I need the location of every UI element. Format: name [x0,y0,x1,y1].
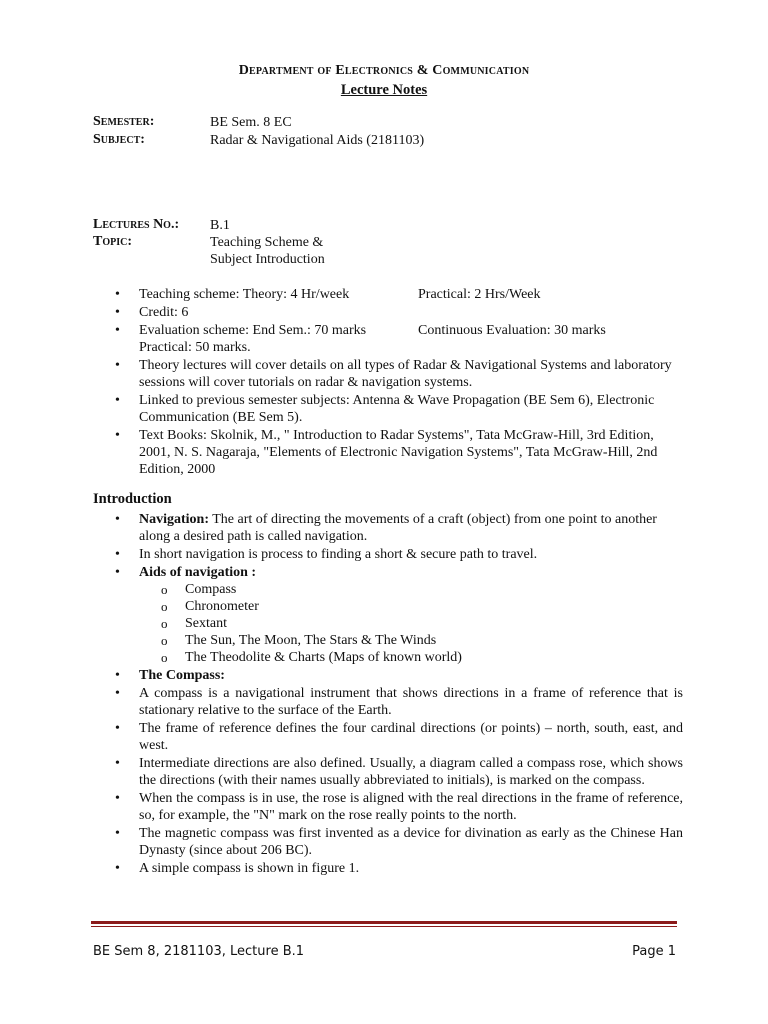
list-item [93,511,683,545]
list-item: • Credit: 6 [93,304,683,321]
subject-value: Radar & Navigational Aids (2181103) [210,133,425,148]
list-item [93,286,683,303]
topic-row [93,234,325,268]
semester-row [93,114,292,131]
list-item: • The frame of reference defines the four cardinal directions (or points) – north, south, east, and west. [93,720,683,754]
page-number: Page 1 [632,944,676,959]
sub-list-item: o The Sun, The Moon, The Stars & The Winds [139,632,683,649]
list-item: • When the compass is in use, the rose is aligned with the real directions in the frame of reference, so, for example, the "N" mark on the rose really points to the north. [93,790,683,824]
navigation-term: Navigation: [139,512,209,527]
sub-list-item: o The Theodolite & Charts (Maps of known world) [139,649,683,666]
list-item: • Linked to previous semester subjects: Antenna & Wave Propagation (BE Sem 6), Electronic Communication (BE Sem 5). [93,392,683,426]
practical-scheme: Practical: 2 Hrs/Week [418,287,541,302]
footer-course-info: BE Sem 8, 2181103, Lecture B.1 [93,944,305,959]
continuous-marks: Continuous Evaluation: 30 marks [418,323,606,338]
lecture-notes-title: Lecture Notes [340,82,428,98]
list-item [93,564,683,666]
introduction-list [93,511,683,877]
scheme-list [93,286,683,478]
footer-rule-thick [91,921,677,924]
department-title: Department of Electronics & Communication [238,63,530,78]
subject-label: Subject: [93,132,145,147]
footer-rule-thin [91,926,677,927]
sub-list-item: o Sextant [139,615,683,632]
list-item: • The magnetic compass was first invented as a device for divination as early as the Chinese Han Dynasty (since about 206 BC). [93,825,683,859]
topic-label: Topic: [93,234,132,249]
theory-scheme: Teaching scheme: Theory: 4 Hr/week [139,287,350,302]
list-item: • Intermediate directions are also defined. Usually, a diagram called a compass rose, which shows the directions (with their names usually abbreviated to initials), is marked on the compass. [93,755,683,789]
aids-list [139,581,683,666]
sub-list-item: o Compass [139,581,683,598]
topic-line-1: Teaching Scheme & [210,235,324,250]
topic-line-2: Subject Introduction [210,252,325,267]
introduction-heading: Introduction [93,491,172,507]
list-item: • A simple compass is shown in figure 1. [93,860,683,877]
aids-heading: Aids of navigation : [139,565,257,580]
semester-label: Semester: [93,114,155,129]
lectures-label: Lectures No.: [93,217,180,232]
end-sem-marks: Evaluation scheme: End Sem.: 70 marks [139,323,367,338]
lectures-row [93,217,230,234]
list-item [93,667,683,684]
list-item: • Theory lectures will cover details on all types of Radar & Navigational Systems and laboratory sessions will cover tutorials on radar & navigation systems. [93,357,683,391]
topic-value [210,234,325,268]
list-item: • In short navigation is process to finding a short & secure path to travel. [93,546,683,563]
lectures-value: B.1 [210,218,230,233]
navigation-definition: The art of directing the movements of a craft (object) from one point to another along a desired path is called navigation. [139,512,657,544]
compass-heading: The Compass: [139,668,225,683]
list-item [93,322,683,356]
list-item: • Text Books: Skolnik, M., " Introduction to Radar Systems", Tata McGraw-Hill, 3rd Edition, 2001, N. S. Nagaraja, "Elements of Electronic Navigation Systems", Tata McGraw-Hill, 2nd Edition, 2000 [93,427,683,478]
subject-row [93,132,424,149]
semester-value: BE Sem. 8 EC [210,115,292,130]
sub-list-item: o Chronometer [139,598,683,615]
practical-marks: Practical: 50 marks. [139,340,251,355]
list-item: • A compass is a navigational instrument that shows directions in a frame of reference that is stationary relative to the surface of the Earth. [93,685,683,719]
